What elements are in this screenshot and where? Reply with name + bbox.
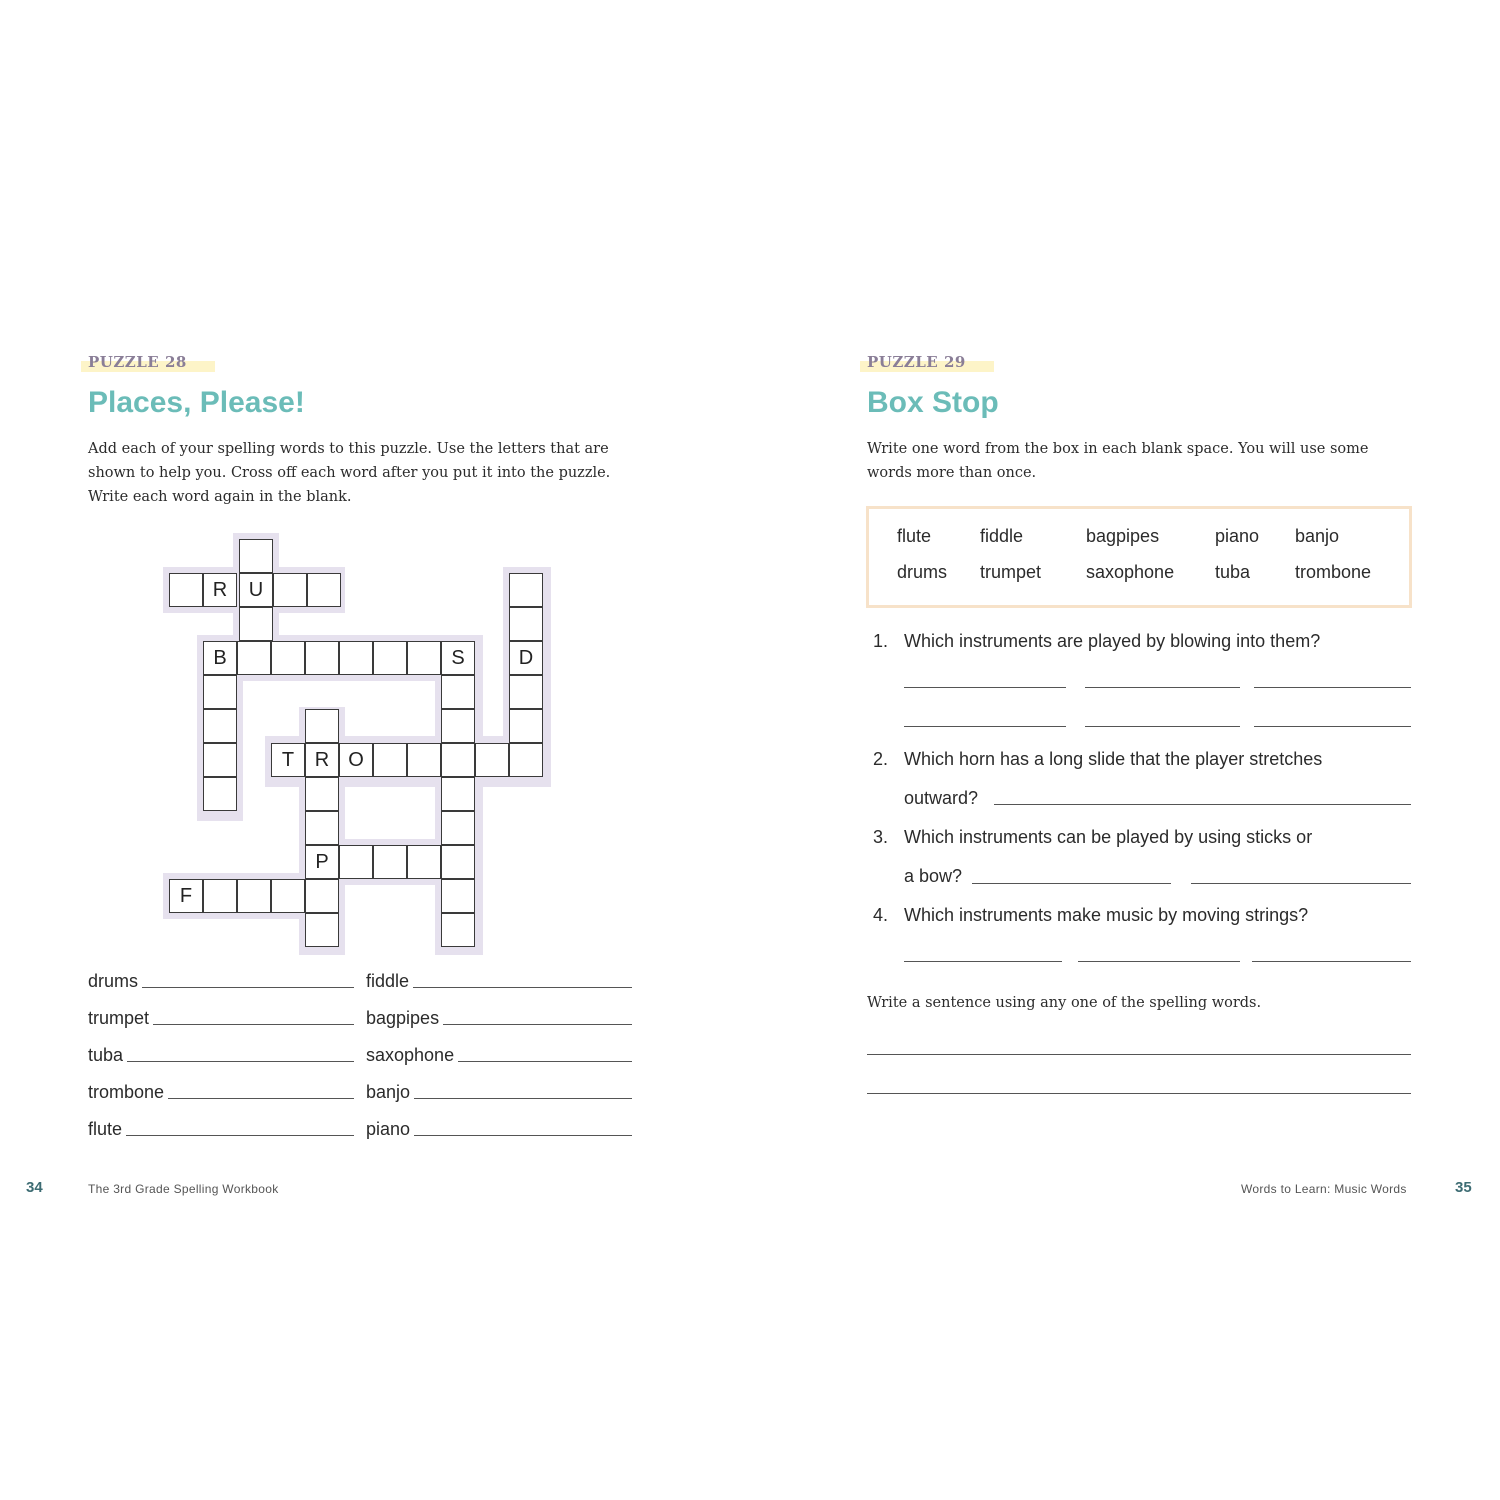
crossword-cell[interactable] bbox=[273, 573, 307, 607]
sentence-line[interactable] bbox=[867, 1054, 1411, 1055]
answer-blank[interactable] bbox=[142, 987, 354, 988]
crossword-cell[interactable] bbox=[237, 641, 271, 675]
crossword-cell[interactable] bbox=[305, 811, 339, 845]
page-title-places-please: Places, Please! bbox=[88, 386, 305, 419]
answer-blank[interactable] bbox=[904, 687, 1066, 688]
crossword-cell[interactable] bbox=[441, 743, 475, 777]
question-2-continuation: outward? bbox=[904, 788, 979, 808]
puzzle-28-instructions bbox=[88, 437, 610, 509]
word-bank-item: trombone bbox=[1295, 562, 1372, 582]
word-entry-saxophone bbox=[366, 1040, 632, 1066]
answer-blank[interactable] bbox=[127, 1061, 354, 1062]
word-label: bagpipes bbox=[366, 1008, 440, 1028]
answer-blank[interactable] bbox=[126, 1135, 354, 1136]
crossword-cell[interactable] bbox=[203, 743, 237, 777]
question-3-continuation: a bow? bbox=[904, 866, 963, 886]
word-entry-flute bbox=[88, 1114, 354, 1140]
word-label: trumpet bbox=[88, 1008, 150, 1028]
crossword-cell[interactable] bbox=[407, 845, 441, 879]
answer-blank[interactable] bbox=[1078, 961, 1240, 962]
answer-blank[interactable] bbox=[1252, 961, 1411, 962]
crossword-cell[interactable] bbox=[203, 879, 237, 913]
answer-blank[interactable] bbox=[168, 1098, 354, 1099]
word-label: flute bbox=[88, 1119, 123, 1139]
instruction-line: Add each of your spelling words to this puzzle. Use the letters that are bbox=[88, 441, 609, 457]
answer-blank[interactable] bbox=[1085, 726, 1240, 727]
crossword-cell[interactable]: R bbox=[203, 573, 237, 607]
word-entry-tuba bbox=[88, 1040, 354, 1066]
crossword-cell[interactable] bbox=[169, 573, 203, 607]
word-entry-fiddle bbox=[366, 966, 632, 992]
word-bank-box bbox=[866, 506, 1412, 608]
answer-blank[interactable] bbox=[458, 1061, 632, 1062]
crossword-cell[interactable]: F bbox=[169, 879, 203, 913]
crossword-cell[interactable]: P bbox=[305, 845, 339, 879]
sentence-prompt: Write a sentence using any one of the spelling words. bbox=[867, 995, 1262, 1011]
crossword-cell[interactable] bbox=[373, 641, 407, 675]
crossword-cell[interactable]: B bbox=[203, 641, 237, 675]
puzzle-29-instructions bbox=[867, 437, 1368, 485]
word-label: fiddle bbox=[366, 971, 410, 991]
page-title-box-stop: Box Stop bbox=[867, 386, 999, 419]
crossword-cell[interactable] bbox=[509, 675, 543, 709]
crossword-cell[interactable] bbox=[339, 845, 373, 879]
instruction-line: Write one word from the box in each blank space. You will use some bbox=[867, 441, 1369, 457]
crossword-cell[interactable] bbox=[239, 607, 273, 641]
word-entry-trombone bbox=[88, 1077, 354, 1103]
instruction-line: words more than once. bbox=[867, 465, 1037, 481]
word-bank-item: tuba bbox=[1215, 562, 1251, 582]
word-bank-item: bagpipes bbox=[1086, 526, 1160, 546]
book-title-footer: The 3rd Grade Spelling Workbook bbox=[88, 1182, 279, 1196]
answer-blank[interactable] bbox=[1085, 687, 1240, 688]
word-label: banjo bbox=[366, 1082, 411, 1102]
crossword-cell[interactable] bbox=[407, 743, 441, 777]
word-entry-banjo bbox=[366, 1077, 632, 1103]
word-bank-item: piano bbox=[1215, 526, 1260, 546]
crossword-cell[interactable]: U bbox=[239, 573, 273, 607]
crossword-cell[interactable] bbox=[305, 709, 339, 743]
question-3-text: Which instruments can be played by using sticks or bbox=[904, 827, 1313, 847]
answer-blank[interactable] bbox=[1191, 883, 1411, 884]
crossword-cell[interactable] bbox=[441, 709, 475, 743]
crossword-cell[interactable] bbox=[305, 879, 339, 913]
answer-blank[interactable] bbox=[904, 726, 1066, 727]
word-entry-bagpipes bbox=[366, 1003, 632, 1029]
crossword-cell[interactable]: R bbox=[305, 743, 339, 777]
crossword-cell[interactable] bbox=[203, 777, 237, 811]
crossword-cell[interactable] bbox=[509, 607, 543, 641]
question-4-number: 4. bbox=[873, 905, 889, 925]
crossword-cell[interactable] bbox=[271, 879, 305, 913]
answer-blank[interactable] bbox=[904, 961, 1062, 962]
puzzle-29-tag: PUZZLE 29 bbox=[860, 352, 994, 372]
crossword-cell[interactable] bbox=[203, 709, 237, 743]
question-3-number: 3. bbox=[873, 827, 889, 847]
word-label: trombone bbox=[88, 1082, 165, 1102]
answer-blank[interactable] bbox=[1254, 726, 1411, 727]
crossword-cell[interactable] bbox=[407, 641, 441, 675]
question-2-text: Which horn has a long slide that the player stretches bbox=[904, 749, 1323, 769]
word-bank-item: flute bbox=[897, 526, 932, 546]
word-entry-trumpet bbox=[88, 1003, 354, 1029]
answer-blank[interactable] bbox=[414, 1135, 632, 1136]
crossword-cell[interactable] bbox=[509, 743, 543, 777]
answer-blank[interactable] bbox=[1254, 687, 1411, 688]
question-1-text: Which instruments are played by blowing into them? bbox=[904, 631, 1321, 651]
crossword-cell[interactable] bbox=[237, 879, 271, 913]
word-entry-piano bbox=[366, 1114, 632, 1140]
crossword-cell[interactable] bbox=[441, 845, 475, 879]
word-bank-item: drums bbox=[897, 562, 948, 582]
crossword-cell[interactable]: T bbox=[271, 743, 305, 777]
crossword-cell[interactable] bbox=[203, 675, 237, 709]
crossword-cell[interactable] bbox=[441, 913, 475, 947]
crossword-cell[interactable] bbox=[373, 845, 407, 879]
crossword-cell[interactable] bbox=[441, 675, 475, 709]
answer-blank[interactable] bbox=[972, 883, 1171, 884]
question-4-text: Which instruments make music by moving strings? bbox=[904, 905, 1309, 925]
crossword-grid bbox=[150, 525, 570, 970]
word-bank-item: saxophone bbox=[1086, 562, 1175, 582]
crossword-cell[interactable]: O bbox=[339, 743, 373, 777]
crossword-cell[interactable] bbox=[339, 641, 373, 675]
crossword-cell[interactable] bbox=[271, 641, 305, 675]
answer-blank[interactable] bbox=[443, 1024, 632, 1025]
question-2-number: 2. bbox=[873, 749, 889, 769]
instruction-line: shown to help you. Cross off each word after you put it into the puzzle. bbox=[88, 465, 611, 481]
crossword-cell[interactable] bbox=[509, 573, 543, 607]
answer-blank[interactable] bbox=[153, 1024, 354, 1025]
word-label: tuba bbox=[88, 1045, 124, 1065]
word-label: saxophone bbox=[366, 1045, 455, 1065]
sentence-line[interactable] bbox=[867, 1093, 1411, 1094]
crossword-cell[interactable] bbox=[307, 573, 341, 607]
crossword-cell[interactable] bbox=[305, 913, 339, 947]
crossword-cell[interactable] bbox=[441, 777, 475, 811]
crossword-cell[interactable] bbox=[305, 777, 339, 811]
crossword-cell[interactable] bbox=[475, 743, 509, 777]
section-title-footer: Words to Learn: Music Words bbox=[1241, 1182, 1407, 1196]
word-label: drums bbox=[88, 971, 139, 991]
word-bank-item: fiddle bbox=[980, 526, 1024, 546]
crossword-cell[interactable] bbox=[441, 811, 475, 845]
puzzle-28-tag: PUZZLE 28 bbox=[81, 352, 215, 372]
answer-blank[interactable] bbox=[413, 987, 632, 988]
page-number-right: 35 bbox=[1455, 1179, 1472, 1196]
instruction-line: Write each word again in the blank. bbox=[88, 489, 352, 505]
question-1-number: 1. bbox=[873, 631, 889, 651]
answer-blank[interactable] bbox=[414, 1098, 632, 1099]
crossword-cell[interactable] bbox=[509, 709, 543, 743]
crossword-cell[interactable] bbox=[441, 879, 475, 913]
word-bank-item: trumpet bbox=[980, 562, 1042, 582]
crossword-cell[interactable]: S bbox=[441, 641, 475, 675]
crossword-cell[interactable] bbox=[373, 743, 407, 777]
crossword-cell[interactable]: D bbox=[509, 641, 543, 675]
answer-blank[interactable] bbox=[994, 804, 1411, 805]
word-bank-item: banjo bbox=[1295, 526, 1340, 546]
crossword-cell[interactable] bbox=[239, 539, 273, 573]
page-number-left: 34 bbox=[26, 1179, 43, 1196]
word-entry-drums bbox=[88, 966, 354, 992]
word-label: piano bbox=[366, 1119, 411, 1139]
crossword-cell[interactable] bbox=[305, 641, 339, 675]
